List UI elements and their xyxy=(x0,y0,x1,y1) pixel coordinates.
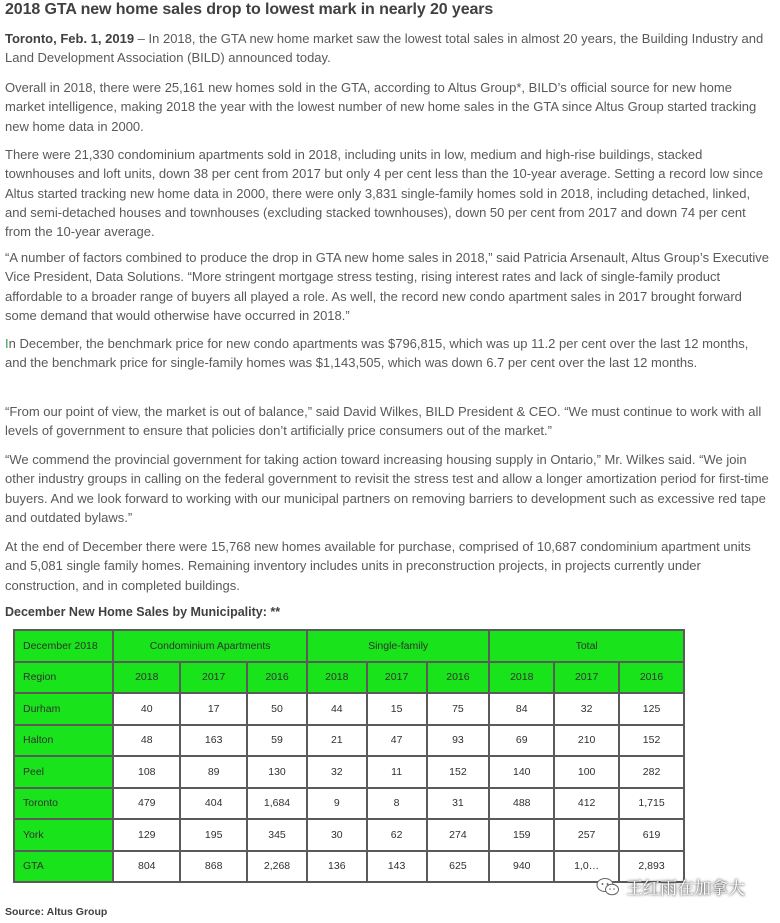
paragraph-intro xyxy=(5,29,770,68)
paragraph-benchmark xyxy=(5,334,770,373)
table-cell: 195 xyxy=(180,819,247,851)
group-header-single-family: Single-family xyxy=(307,630,489,662)
paragraph-overall: Overall in 2018, there were 25,161 new homes sold in the GTA, according to Altus Group*, BILD’s official source for new home market intelligence, making 2018 the year with the lowest number of new home sales in the GTA since Altus Group started tracking new home data in 2000. xyxy=(5,80,757,134)
table-cell: 32 xyxy=(554,693,619,725)
table-cell: 31 xyxy=(427,788,490,820)
table-cell: 30 xyxy=(307,819,367,851)
table-cell: 1,715 xyxy=(619,788,684,820)
dropcap-letter: I xyxy=(5,336,9,351)
table-row xyxy=(14,693,684,725)
table-cell: 108 xyxy=(113,756,180,788)
watermark-text: 王红雨在加拿大 xyxy=(626,879,745,899)
table-cell: 17 xyxy=(180,693,247,725)
table-cell: 210 xyxy=(554,725,619,757)
source-note: Source: Altus Group xyxy=(5,906,108,918)
watermark xyxy=(596,874,745,899)
table-cell: 75 xyxy=(427,693,490,725)
table-row xyxy=(14,756,684,788)
sales-table xyxy=(13,629,685,883)
table-cell: 21 xyxy=(307,725,367,757)
table-cell: 93 xyxy=(427,725,490,757)
article-title: 2018 GTA new home sales drop to lowest mark in nearly 20 years xyxy=(5,1,494,18)
region-cell: Halton xyxy=(14,725,113,757)
table-row xyxy=(14,725,684,757)
table-cell: 69 xyxy=(489,725,554,757)
table-cell: 479 xyxy=(113,788,180,820)
region-cell: Durham xyxy=(14,693,113,725)
intro-text: – In 2018, the GTA new home market saw the lowest total sales in almost 20 years, the Building Industry and Land Development Association (BILD) announced today. xyxy=(5,31,764,66)
table-cell: 2,268 xyxy=(247,851,307,883)
year-header: 2016 xyxy=(619,662,684,694)
table-year-row xyxy=(14,662,684,694)
table-cell: 152 xyxy=(427,756,490,788)
table-cell: 62 xyxy=(367,819,427,851)
table-row xyxy=(14,788,684,820)
table-cell: 40 xyxy=(113,693,180,725)
table-cell: 125 xyxy=(619,693,684,725)
table-cell: 143 xyxy=(367,851,427,883)
year-header: 2018 xyxy=(113,662,180,694)
group-header-total: Total xyxy=(489,630,684,662)
region-cell: Toronto xyxy=(14,788,113,820)
table-cell: 1,0… xyxy=(554,851,619,883)
table-cell: 8 xyxy=(367,788,427,820)
table-cell: 11 xyxy=(367,756,427,788)
table-cell: 140 xyxy=(489,756,554,788)
table-cell: 9 xyxy=(307,788,367,820)
table-cell: 2,893 xyxy=(619,851,684,883)
table-cell: 404 xyxy=(180,788,247,820)
table-cell: 136 xyxy=(307,851,367,883)
paragraph-condo: There were 21,330 condominium apartments sold in 2018, including units in low, medium and high-rise buildings, stacked townhouses and loft units, down 38 per cent from 2017 but only 4 per cent less than the 10-year average. Setting a record low since Altus started tracking new home data in 2000, there were only 3,831 single-family homes sold in 2018, including detached, linked, and semi-detached houses and townhouses (excluding stacked townhouses), down 50 per cent from 2017 and down 74 per cent from the 10-year average. xyxy=(5,147,764,240)
table-cell: 412 xyxy=(554,788,619,820)
table-cell: 15 xyxy=(367,693,427,725)
benchmark-text: n December, the benchmark price for new condo apartments was $796,815, which was up 11.2 per cent over the last 12 months, and the benchmark price for single-family homes was $1,143,505, which was down 6.7 per cent over the last 12 months. xyxy=(5,336,749,371)
table-header-row xyxy=(14,630,684,662)
table-cell: 625 xyxy=(427,851,490,883)
table-cell: 159 xyxy=(489,819,554,851)
table-cell: 32 xyxy=(307,756,367,788)
table-cell: 804 xyxy=(113,851,180,883)
table-cell: 44 xyxy=(307,693,367,725)
year-header: 2018 xyxy=(489,662,554,694)
table-cell: 488 xyxy=(489,788,554,820)
table-cell: 84 xyxy=(489,693,554,725)
table-cell: 100 xyxy=(554,756,619,788)
table-cell: 1,684 xyxy=(247,788,307,820)
table-row xyxy=(14,819,684,851)
region-cell: York xyxy=(14,819,113,851)
year-header: 2017 xyxy=(180,662,247,694)
table-cell: 868 xyxy=(180,851,247,883)
table-corner: December 2018 xyxy=(14,630,113,662)
table-cell: 274 xyxy=(427,819,490,851)
table-cell: 89 xyxy=(180,756,247,788)
wechat-icon xyxy=(596,877,620,897)
paragraph-quote-arsenault: “A number of factors combined to produce the drop in GTA new home sales in 2018,” said Patricia Arsenault, Altus Group’s Executive Vice President, Data Solutions. “More stringent mortgage stress testing, rising interest rates and lack of single-family product affordable to a broader range of buyers all played a role. As well, the record new condo apartment sales in 2017 brought forward some demand that would otherwise have occurred in 2018.” xyxy=(5,250,770,323)
paragraph-quote-wilkes: “From our point of view, the market is out of balance,” said David Wilkes, BILD President & CEO. “We must continue to work with all levels of government to ensure that policies don’t artificially price consumers out of the market.” xyxy=(5,404,762,439)
paragraph-provincial: “We commend the provincial government for taking action toward increasing housing supply in Ontario,” Mr. Wilkes said. “We join other industry groups in calling on the federal government to revisit the stress test and allow a longer amortization period for first-time buyers. And we look forward to working with our municipal partners on removing barriers to development such as excessive red tape and outdated bylaws.” xyxy=(5,452,769,525)
table-cell: 47 xyxy=(367,725,427,757)
table-cell: 59 xyxy=(247,725,307,757)
table-row xyxy=(14,851,684,883)
table-cell: 163 xyxy=(180,725,247,757)
table-cell: 152 xyxy=(619,725,684,757)
dateline: Toronto, Feb. 1, 2019 xyxy=(5,31,135,46)
year-header: 2016 xyxy=(427,662,490,694)
region-cell: GTA xyxy=(14,851,113,883)
table-cell: 129 xyxy=(113,819,180,851)
table-cell: 257 xyxy=(554,819,619,851)
table-cell: 282 xyxy=(619,756,684,788)
year-header: 2016 xyxy=(247,662,307,694)
group-header-condo: Condominium Apartments xyxy=(113,630,307,662)
table-cell: 345 xyxy=(247,819,307,851)
region-cell: Peel xyxy=(14,756,113,788)
year-header: 2017 xyxy=(367,662,427,694)
table-cell: 940 xyxy=(489,851,554,883)
table-cell: 619 xyxy=(619,819,684,851)
table-cell: 50 xyxy=(247,693,307,725)
table-cell: 48 xyxy=(113,725,180,757)
paragraph-inventory: At the end of December there were 15,768 new homes available for purchase, comprised of 10,687 condominium apartment units and 5,081 single family homes. Remaining inventory includes units in preconstruction projects, in projects currently under construction, and in completed buildings. xyxy=(5,539,751,593)
year-header: 2018 xyxy=(307,662,367,694)
year-header: 2017 xyxy=(554,662,619,694)
table-heading: December New Home Sales by Municipality: ** xyxy=(5,605,281,619)
table-cell: 130 xyxy=(247,756,307,788)
region-header: Region xyxy=(14,662,113,694)
